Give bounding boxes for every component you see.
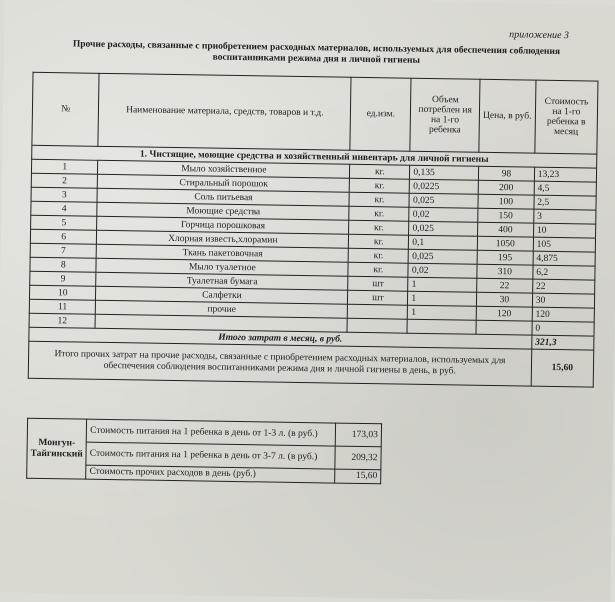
item-name: Хлорная известь,хлорамин [97,230,349,248]
expenses-table [28,72,599,388]
item-cost: 4,5 [534,181,596,196]
region-name: Монгун-Тайгинский [27,418,87,479]
item-cost: 30 [532,293,594,308]
item-name: Ткань пакетовочная [97,244,349,262]
item-cost: 6,2 [533,265,595,280]
summary-value: 15,60 [531,349,594,387]
item-price: 195 [477,250,533,265]
item-volume: 0,0225 [410,179,479,194]
item-price: 98 [478,166,534,181]
item-price: 1050 [477,236,533,251]
cost-value: 15,60 [335,469,381,484]
item-number: 3 [31,187,98,202]
cost-row [27,418,381,447]
item-unit: кг. [349,192,409,207]
item-cost: 105 [533,237,595,252]
item-unit: шт [348,290,408,305]
food-cost-table [26,418,382,485]
item-unit: кг. [348,248,408,263]
item-unit [348,304,408,319]
item-cost: 0 [532,321,594,336]
item-price: 400 [477,222,533,237]
item-price: 310 [477,264,533,279]
item-unit [347,318,407,333]
item-unit: шт [348,276,408,291]
item-number: 1 [31,159,98,174]
document-title: Прочие расходы, связанные с приобретением расходных материалов, используемых для обеспечения соблюдения воспитанниками режима дня и личной гигиены [72,39,561,66]
item-unit: кг. [349,234,409,249]
item-cost: 2,5 [534,195,596,210]
item-volume: 1 [408,277,477,292]
item-volume: 0,02 [409,207,478,222]
item-name: Мыло хозяйственное [98,160,350,178]
appendix-label: приложение 3 [509,29,570,42]
cost-label: Стоимость прочих расходов в день (руб.) [86,465,335,483]
item-volume: 0,02 [408,263,477,278]
item-volume: 0,135 [410,165,479,180]
header-name: Наименование материала, средств, товаров и т.д. [98,73,351,150]
summary-label: Итого прочих затрат на прочие расходы, связанные с приобретением расходных материалов, используемых для обеспечения соблюдения воспитанниками режима дня и личной гигиены в день, в руб. [28,341,531,386]
header-cost: Стоимость на 1-го ребенка в месяц [535,80,598,154]
item-volume: 1 [408,291,477,306]
cost-label: Стоимость питания на 1 ребенка в день от 1-3 л. (в руб.) [86,419,335,446]
item-volume: 0,1 [409,235,478,250]
item-number: 7 [30,243,97,258]
item-name: Моющие средства [97,202,349,220]
item-number: 8 [30,257,97,272]
cost-value: 209,32 [335,446,381,470]
item-name: Туалетная бумага [96,272,348,290]
item-cost: 22 [532,279,594,294]
header-unit: ед.изм. [350,77,411,151]
item-number: 2 [31,173,98,188]
header-number: № [32,72,100,146]
item-volume: 0,025 [408,249,477,264]
cost-value: 173,03 [335,423,381,447]
item-number: 9 [30,271,97,286]
item-unit: кг. [348,262,408,277]
item-volume: 0,025 [409,193,478,208]
item-name: Салфетки [96,286,348,304]
summary-row [28,341,594,387]
item-number: 11 [29,299,96,314]
item-cost: 4,875 [533,251,595,266]
item-cost: 13,23 [534,167,596,182]
item-price: 200 [478,180,534,195]
item-price: 150 [478,208,534,223]
item-number: 4 [31,201,98,216]
item-unit: кг. [350,178,410,193]
item-number: 10 [29,285,96,300]
section-title: 1. Чистящие, моющие средства и хозяйственный инвентарь для личной гигиены [32,145,597,168]
item-price: 100 [478,194,534,209]
item-cost: 10 [533,223,595,238]
item-price: 30 [476,292,532,307]
item-number: 5 [31,215,98,230]
cost-label: Стоимость питания на 1 ребенка в день от 3-7 л. (в руб.) [86,442,335,469]
header-row [32,72,598,154]
item-cost: 120 [532,307,594,322]
header-price: Цена, в руб. [479,79,536,153]
item-name: Соль питьевая [97,188,349,206]
item-name: Горчица порошковая [97,216,349,234]
item-name: Стиральный порошок [98,174,350,192]
item-price [476,320,532,335]
item-price: 22 [477,278,533,293]
item-name: Мыло туалетное [96,258,348,276]
item-volume: 1 [408,305,477,320]
header-volume: Объем потреблен ия на 1-го ребенка [410,78,480,152]
item-volume [407,319,476,334]
item-volume: 0,025 [409,221,478,236]
item-unit: кг. [349,206,409,221]
item-number: 12 [29,313,96,328]
item-unit: кг. [349,220,409,235]
item-unit: кг. [350,164,410,179]
item-price: 120 [476,306,532,321]
total-label: Итого затрат в месяц, в руб. [29,327,532,349]
item-cost: 3 [534,209,596,224]
total-value: 321,3 [532,335,594,350]
item-number: 6 [30,229,97,244]
item-name: прочие [96,300,348,318]
